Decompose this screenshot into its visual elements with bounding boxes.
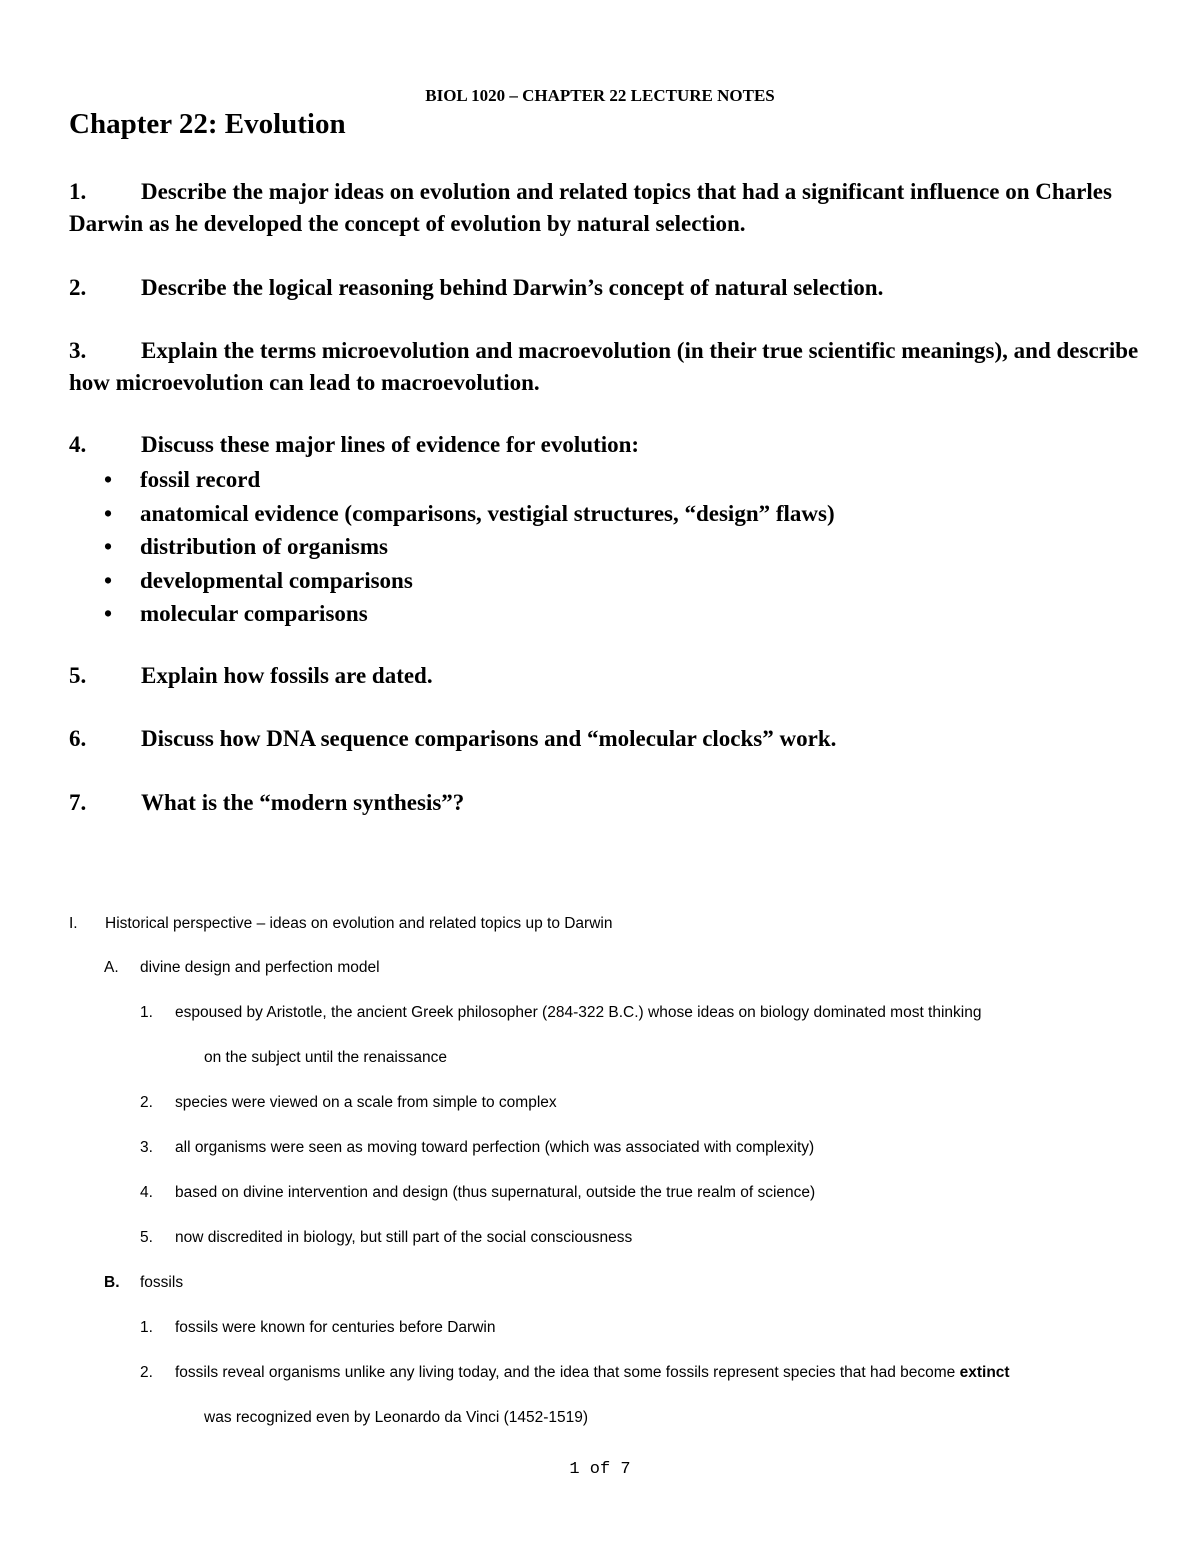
outline-item-text: espoused by Aristotle, the ancient Greek philosopher (284-322 B.C.) whose ideas on biology dominated most thinking: [175, 1004, 982, 1021]
outline-item-text: now discredited in biology, but still part of the social consciousness: [175, 1229, 633, 1246]
list-item-text: anatomical evidence (comparisons, vestigial structures, “design” flaws): [140, 500, 835, 526]
list-item: [104, 597, 835, 631]
outline-item-text: species were viewed on a scale from simple to complex: [175, 1094, 557, 1111]
bullet-icon: •: [104, 567, 113, 593]
outline-marker: 3.: [140, 1139, 153, 1156]
list-item: [104, 564, 835, 598]
outline-heading: divine design and perfection model: [140, 959, 380, 976]
bullet-icon: •: [104, 601, 113, 627]
objective-text: Discuss how DNA sequence comparisons and “molecular clocks” work.: [141, 726, 837, 751]
outline-item-text: was recognized even by Leonardo da Vinci (1452-1519): [204, 1409, 589, 1426]
objective-1: [69, 176, 1149, 240]
objective-3: [69, 335, 1149, 399]
list-item: [104, 530, 835, 564]
outline-item-line: [175, 1363, 1010, 1383]
outline-marker: 2.: [140, 1094, 153, 1111]
objective-number: 1.: [69, 179, 87, 204]
outline-item-text: on the subject until the renaissance: [204, 1049, 447, 1066]
outline-marker: 2.: [140, 1364, 153, 1381]
outline-marker: B.: [104, 1274, 120, 1291]
objective-number: 2.: [69, 275, 87, 300]
evidence-list: [104, 463, 835, 631]
outline-heading: fossils: [140, 1274, 184, 1291]
list-item-text: molecular comparisons: [140, 601, 368, 627]
emphasized-term: extinct: [959, 1364, 1010, 1381]
objective-number: 4.: [69, 432, 87, 457]
list-item: [104, 497, 835, 531]
list-item-text: developmental comparisons: [140, 567, 413, 593]
objective-number: 3.: [69, 338, 87, 363]
outline-marker: I.: [69, 915, 78, 932]
bullet-icon: •: [104, 534, 113, 560]
objective-5: [69, 660, 1149, 692]
outline-marker: A.: [104, 959, 119, 976]
objective-6: [69, 723, 1149, 755]
list-item: [104, 463, 835, 497]
outline-item-text: based on divine intervention and design (thus supernatural, outside the true realm of science): [175, 1184, 816, 1201]
page-header: BIOL 1020 – CHAPTER 22 LECTURE NOTES: [425, 86, 775, 105]
chapter-title: Chapter 22: Evolution: [69, 108, 346, 140]
objective-text: What is the “modern synthesis”?: [141, 790, 465, 815]
objective-7: [69, 787, 1149, 819]
objective-2: [69, 272, 1149, 304]
list-item-text: distribution of organisms: [140, 534, 388, 560]
outline-item-text: all organisms were seen as moving toward perfection (which was associated with complexity): [175, 1139, 815, 1156]
list-item-text: fossil record: [140, 467, 261, 492]
outline-marker: 1.: [140, 1004, 153, 1021]
objective-number: 6.: [69, 726, 87, 751]
outline-item-text: fossils reveal organisms unlike any living today, and the idea that some fossils represent species that had become: [175, 1364, 956, 1381]
objective-text: Describe the major ideas on evolution and related topics that had a significant influence on Charles Darwin as he developed the concept of evolution by natural selection.: [69, 179, 1112, 236]
bullet-icon: •: [104, 500, 113, 526]
objective-number: 7.: [69, 790, 87, 815]
objective-number: 5.: [69, 663, 87, 688]
outline-heading: Historical perspective – ideas on evolution and related topics up to Darwin: [105, 915, 613, 932]
outline-marker: 1.: [140, 1319, 153, 1336]
bullet-icon: •: [104, 467, 113, 492]
objective-text: Discuss these major lines of evidence for evolution:: [141, 432, 640, 457]
outline-item-text: fossils were known for centuries before Darwin: [175, 1319, 496, 1336]
outline-marker: 4.: [140, 1184, 153, 1201]
page-number: 1 of 7: [569, 1460, 631, 1479]
objective-4: [69, 429, 1149, 461]
objective-text: Explain how fossils are dated.: [141, 663, 433, 688]
outline-marker: 5.: [140, 1229, 153, 1246]
objective-text: Explain the terms microevolution and macroevolution (in their true scientific meanings), and describe how microevolution can lead to macroevolution.: [69, 338, 1139, 395]
objective-text: Describe the logical reasoning behind Darwin’s concept of natural selection.: [141, 275, 884, 300]
